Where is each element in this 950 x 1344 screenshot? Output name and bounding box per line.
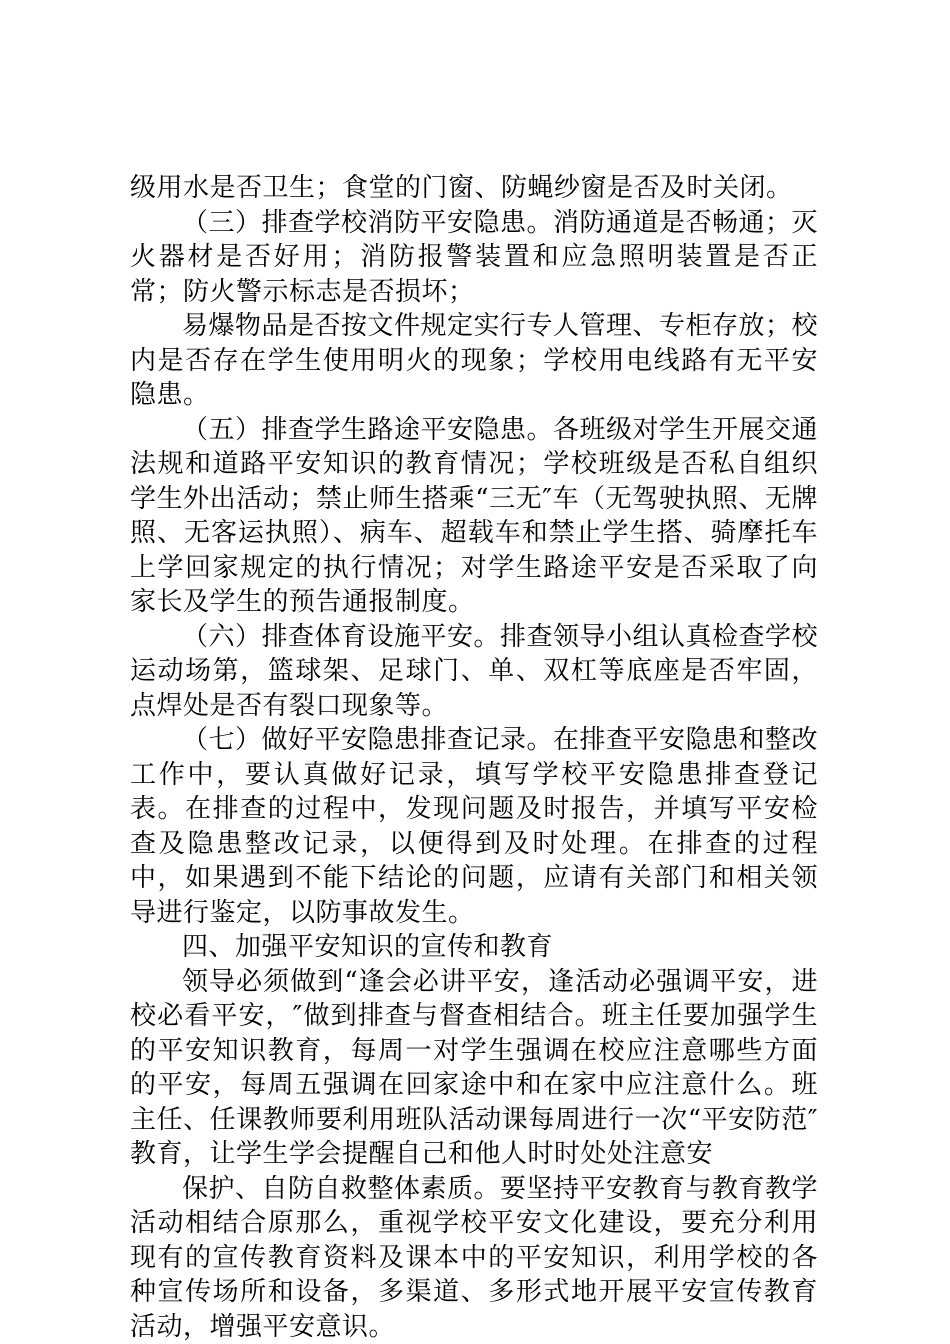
paragraph-road-safety: （五）排查学生路途平安隐患。各班级对学生开展交通法规和道路平安知识的教育情况；学校班级是否私自组织学生外出活动；禁止师生搭乘“三无″车（无驾驶执照、无牌照、无客运执照）、病车、超载车和禁止学生搭、骑摩托车上学回家规定的执行情况；对学生路途平安是否采取了向家长及学生的预告通报制度。 bbox=[130, 414, 819, 617]
section-heading-education: 四、加强平安知识的宣传和教育 bbox=[182, 932, 554, 962]
paragraph-sports-facilities: （六）排查体育设施平安。排查领导小组认真检查学校运动场第，篮球架、足球门、单、双杠等底座是否牢固，点焊处是否有裂口现象等。 bbox=[130, 621, 819, 721]
paragraph-fire-safety: （三）排查学校消防平安隐患。消防通道是否畅通；灭火器材是否好用；消防报警装置和应急照明装置是否正常；防火警示标志是否损坏； bbox=[130, 207, 819, 307]
paragraph-leadership-education: 领导必须做到“逢会必讲平安，逢活动必强调平安，进校必看平安，″做到排查与督查相结合。班主任要加强学生的平安知识教育，每周一对学生强调在校应注意哪些方面的平安，每周五强调在回家途中和在家中应注意什么。班主任、任课教师要利用班队活动课每周进行一次“平安防范″教育，让学生学会提醒自己和他人时时处处注意安 bbox=[130, 966, 818, 1169]
paragraph-explosives: 易爆物品是否按文件规定实行专人管理、专柜存放；校内是否存在学生使用明火的现象；学校用电线路有无平安隐患。 bbox=[130, 311, 819, 410]
paragraph-inspection-records: （七）做好平安隐患排查记录。在排查平安隐患和整改工作中，要认真做好记录，填写学校平安隐患排查登记表。在排查的过程中，发现问题及时报告，并填写平安检查及隐患整改记录，以便得到及时处理。在排查的过程中，如果遇到不能下结论的问题，应请有关部门和相关领导进行鉴定，以防事故发生。 bbox=[130, 725, 819, 928]
document-page bbox=[130, 171, 818, 1344]
paragraph-self-protection: 保护、自防自救整体素质。要坚持平安教育与教育教学活动相结合原那么，重视学校平安文化建设，要充分利用现有的宣传教育资料及课本中的平安知识，利用学校的各种宣传场所和设备，多渠道、多形式地开展平安宣传教育活动，增强平安意识。 bbox=[130, 1173, 819, 1342]
paragraph-water-hygiene: 级用水是否卫生；食堂的门窗、防蝇纱窗是否及时关闭。 bbox=[130, 173, 793, 203]
